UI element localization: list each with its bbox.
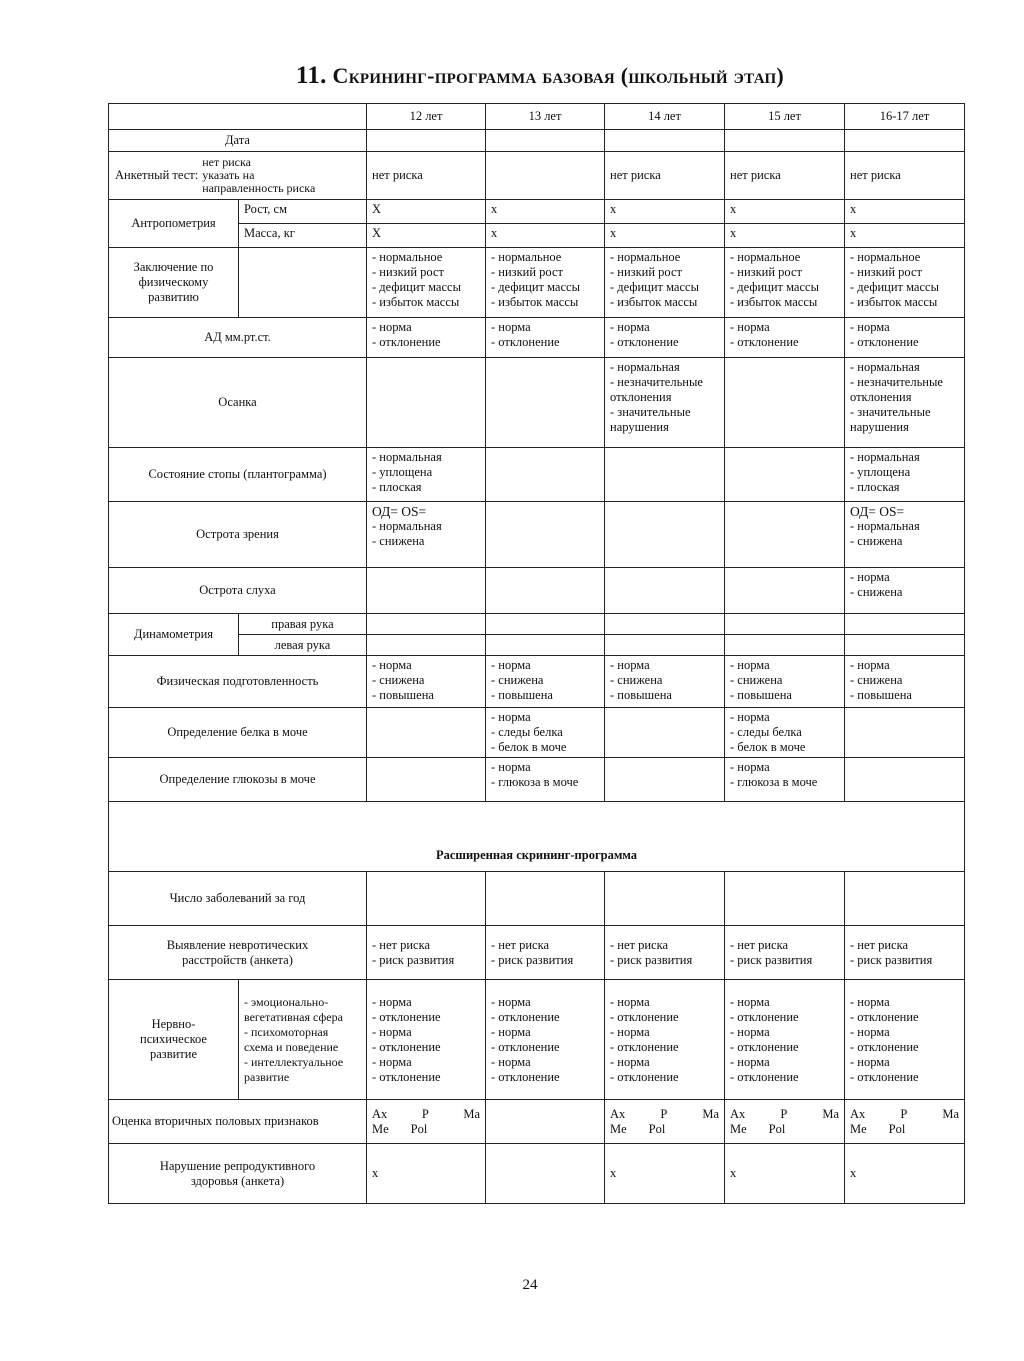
weight-cell: X	[367, 224, 486, 248]
option-text: - следы белка	[730, 725, 802, 739]
option-text: - значительные	[850, 405, 931, 419]
sexual-marker: Pol	[768, 1121, 786, 1136]
option-text: - отклонение	[850, 1039, 919, 1054]
table-row	[109, 318, 965, 358]
table-row	[109, 248, 965, 318]
option-text: - норма	[610, 320, 650, 334]
fitness-cell	[486, 656, 605, 708]
weight-cell: x	[845, 224, 965, 248]
height-cell: x	[605, 200, 725, 224]
option-text: - снижена	[850, 673, 903, 687]
fitness-cell	[605, 656, 725, 708]
weight-cell: x	[725, 224, 845, 248]
option-text: - норма	[372, 320, 412, 334]
neuro-sub-labels: - эмоционально- вегетативная сфера - психомоторная схема и поведение - интеллектуальное развитие	[239, 980, 367, 1100]
sub-label-weight: Масса, кг	[239, 224, 367, 248]
option-text: - норма	[491, 710, 531, 724]
table-row	[109, 1144, 965, 1204]
option-text: нарушения	[610, 420, 669, 434]
option-text: - норма	[730, 320, 770, 334]
neuro-cell	[725, 980, 845, 1100]
title-number: 11.	[295, 62, 327, 89]
option-text: - низкий рост	[372, 265, 445, 279]
sexual-marker: Pol	[888, 1121, 906, 1136]
option-text: - отклонение	[372, 1069, 441, 1084]
sub-label-left-hand: левая рука	[239, 635, 367, 656]
repro-cell: x	[367, 1144, 486, 1204]
neurotic-cell	[486, 926, 605, 980]
sexual-marker: Ax	[850, 1106, 866, 1121]
table-row	[109, 130, 965, 152]
neuro-cell	[367, 980, 486, 1100]
option-text: - низкий рост	[730, 265, 803, 279]
option-text: - плоская	[850, 480, 900, 494]
vision-cell	[845, 502, 965, 568]
option-text: - отклонение	[491, 1069, 560, 1084]
sexual-marker: P	[780, 1106, 788, 1121]
physdev-cell	[486, 248, 605, 318]
option-text: - нормальная	[850, 519, 920, 533]
option-text: - нет риска	[610, 937, 669, 952]
survey-cell: нет риска	[845, 152, 965, 200]
option-text: - плоская	[372, 480, 422, 494]
option-text: - белок в моче	[491, 740, 567, 754]
sexual-marker: Me	[850, 1121, 867, 1136]
fitness-cell	[845, 656, 965, 708]
option-text: - нормальное	[850, 250, 921, 264]
option-text: - незначительные	[610, 375, 703, 389]
sub-label-height: Рост, см	[239, 200, 367, 224]
option-text: - отклонение	[610, 1069, 679, 1084]
vision-header: ОД= OS=	[372, 504, 427, 519]
option-text: - снижена	[850, 534, 903, 548]
option-text: - норма	[850, 1024, 890, 1039]
fitness-cell	[367, 656, 486, 708]
repro-cell: x	[845, 1144, 965, 1204]
physdev-cell	[845, 248, 965, 318]
option-text: - отклонение	[610, 335, 679, 349]
bp-cell	[367, 318, 486, 358]
option-text: - нет риска	[372, 937, 431, 952]
option-text: - норма	[491, 658, 531, 672]
option-text: - норма	[610, 1024, 650, 1039]
age-header: 13 лет	[486, 104, 605, 130]
bp-cell	[605, 318, 725, 358]
row-label-sexual: Оценка вторичных половых признаков	[109, 1100, 367, 1144]
option-text: - дефицит массы	[372, 280, 461, 294]
hearing-cell	[845, 568, 965, 614]
table-row	[109, 200, 965, 224]
neurotic-cell	[725, 926, 845, 980]
option-text: - избыток массы	[850, 295, 938, 309]
sexual-line1	[372, 1107, 480, 1122]
table-row	[109, 448, 965, 502]
foot-cell	[367, 448, 486, 502]
age-header: 16-17 лет	[845, 104, 965, 130]
height-cell: x	[486, 200, 605, 224]
option-text: - нормальная	[372, 450, 442, 464]
weight-cell: x	[486, 224, 605, 248]
sexual-line2	[372, 1122, 480, 1137]
row-label-vision: Острота зрения	[109, 502, 367, 568]
option-text: - норма	[850, 994, 890, 1009]
option-text: - снижена	[372, 673, 425, 687]
height-cell: x	[725, 200, 845, 224]
option-text: - снижена	[491, 673, 544, 687]
option-text: - норма	[730, 1024, 770, 1039]
option-text: - избыток массы	[730, 295, 818, 309]
row-label-anthropometry: Антропометрия	[109, 200, 239, 248]
option-text: - дефицит массы	[730, 280, 819, 294]
option-text: - низкий рост	[850, 265, 923, 279]
option-text: - нет риска	[491, 937, 550, 952]
option-text: - нормальное	[610, 250, 681, 264]
physdev-cell	[605, 248, 725, 318]
option-text: - отклонение	[850, 1009, 919, 1024]
glucose-cell	[725, 758, 845, 802]
sexual-line1	[730, 1107, 839, 1122]
table-header-row	[109, 104, 965, 130]
sexual-line1	[610, 1107, 719, 1122]
option-text: - избыток массы	[610, 295, 698, 309]
sexual-cell	[367, 1100, 486, 1144]
option-text: - нет риска	[850, 937, 909, 952]
option-text: - отклонение	[730, 1009, 799, 1024]
survey-cell: нет риска	[605, 152, 725, 200]
option-text: - значительные	[610, 405, 691, 419]
option-text: - низкий рост	[491, 265, 564, 279]
option-text: - отклонение	[491, 335, 560, 349]
page-title	[0, 62, 1024, 90]
option-text: - снижена	[610, 673, 663, 687]
option-text: - норма	[372, 658, 412, 672]
sexual-marker: P	[660, 1106, 668, 1121]
option-text: - снижена	[730, 673, 783, 687]
option-text: - глюкоза в моче	[491, 775, 579, 789]
option-text: - норма	[372, 1024, 412, 1039]
table-row	[109, 758, 965, 802]
option-text: - нет риска	[730, 937, 789, 952]
sexual-marker: Me	[730, 1121, 747, 1136]
sexual-marker: Ax	[372, 1106, 388, 1121]
age-header: 12 лет	[367, 104, 486, 130]
sexual-marker: Me	[610, 1121, 627, 1136]
option-text: - норма	[730, 760, 770, 774]
option-text: - риск развития	[372, 952, 455, 967]
survey-cell: нет риска	[367, 152, 486, 200]
row-label-illness: Число заболеваний за год	[109, 872, 367, 926]
option-text: - норма	[850, 658, 890, 672]
option-text: - отклонение	[372, 1039, 441, 1054]
option-text: - снижена	[372, 534, 425, 548]
option-text: - дефицит массы	[491, 280, 580, 294]
option-text: - отклонение	[491, 1009, 560, 1024]
option-text: - избыток массы	[372, 295, 460, 309]
option-text: - незначительные	[850, 375, 943, 389]
sexual-marker: Ma	[822, 1106, 839, 1121]
table-row	[109, 152, 965, 200]
option-text: - белок в моче	[730, 740, 806, 754]
sexual-marker: Ma	[702, 1106, 719, 1121]
neurotic-cell	[845, 926, 965, 980]
option-text: - норма	[491, 994, 531, 1009]
height-cell: x	[845, 200, 965, 224]
option-text: - норма	[491, 1054, 531, 1069]
option-text: - следы белка	[491, 725, 563, 739]
option-text: - уплощена	[850, 465, 911, 479]
sexual-marker: Pol	[410, 1121, 428, 1136]
option-text: - риск развития	[850, 952, 933, 967]
fitness-cell	[725, 656, 845, 708]
option-text: - норма	[372, 1054, 412, 1069]
option-text: - норма	[730, 710, 770, 724]
sexual-line2	[850, 1122, 959, 1137]
sexual-line1	[850, 1107, 959, 1122]
foot-cell	[845, 448, 965, 502]
option-text: - низкий рост	[610, 265, 683, 279]
sexual-line2	[730, 1122, 839, 1137]
table-row	[109, 502, 965, 568]
survey-cell	[486, 152, 605, 200]
option-text: - повышена	[730, 688, 792, 702]
option-text: - норма	[730, 994, 770, 1009]
option-text: - отклонение	[850, 1069, 919, 1084]
row-label-neuro: Нервно- психическое развитие	[109, 980, 239, 1100]
option-text: нарушения	[850, 420, 909, 434]
row-label-bp: АД мм.рт.ст.	[109, 318, 367, 358]
option-text: - отклонение	[610, 1039, 679, 1054]
title-text: Скрининг-программа базовая (школьный этап)	[332, 63, 785, 88]
row-label-foot: Состояние стопы (плантограмма)	[109, 448, 367, 502]
option-text: - риск развития	[491, 952, 574, 967]
survey-cell: нет риска	[725, 152, 845, 200]
sexual-cell	[845, 1100, 965, 1144]
option-text: - избыток массы	[491, 295, 579, 309]
age-header: 14 лет	[605, 104, 725, 130]
option-text: - отклонение	[610, 1009, 679, 1024]
option-text: - отклонение	[372, 1009, 441, 1024]
option-text: - повышена	[372, 688, 434, 702]
bp-cell	[845, 318, 965, 358]
table-row	[109, 872, 965, 926]
option-text: - норма	[610, 658, 650, 672]
option-text: - повышена	[491, 688, 553, 702]
protein-cell	[486, 708, 605, 758]
option-text: - отклонение	[730, 335, 799, 349]
option-text: - нормальная	[850, 450, 920, 464]
neurotic-cell	[605, 926, 725, 980]
sexual-marker: Me	[372, 1121, 389, 1136]
option-text: - отклонение	[491, 1039, 560, 1054]
option-text: - нормальное	[372, 250, 443, 264]
table-row	[109, 614, 965, 635]
row-label-dynamometry: Динамометрия	[109, 614, 239, 656]
option-text: отклонения	[610, 390, 672, 404]
row-label-date: Дата	[109, 130, 367, 152]
option-text: - нормальная	[850, 360, 920, 374]
option-text: - норма	[850, 320, 890, 334]
glucose-cell	[486, 758, 605, 802]
sexual-marker: Ma	[942, 1106, 959, 1121]
row-label-fitness: Физическая подготовленность	[109, 656, 367, 708]
option-text: - отклонение	[730, 1039, 799, 1054]
option-text: - норма	[850, 570, 890, 584]
protein-cell	[725, 708, 845, 758]
sub-label-right-hand: правая рука	[239, 614, 367, 635]
table-row	[109, 980, 965, 1100]
option-text: - норма	[610, 994, 650, 1009]
sexual-cell	[725, 1100, 845, 1144]
sexual-marker: Ax	[610, 1106, 626, 1121]
row-label-survey: Анкетный тест: нет риска указать на направленность риска	[109, 152, 367, 200]
table-row	[109, 358, 965, 448]
sexual-marker: P	[421, 1106, 429, 1121]
option-text: - норма	[730, 1054, 770, 1069]
option-text: - норма	[372, 994, 412, 1009]
neuro-cell	[845, 980, 965, 1100]
option-text: - норма	[850, 1054, 890, 1069]
option-text: - отклонение	[730, 1069, 799, 1084]
sexual-marker: P	[900, 1106, 908, 1121]
bp-cell	[725, 318, 845, 358]
screening-table	[108, 103, 965, 1204]
table-row	[109, 802, 965, 872]
sexual-marker: Pol	[648, 1121, 666, 1136]
physdev-cell	[725, 248, 845, 318]
neurotic-cell	[367, 926, 486, 980]
option-text: - снижена	[850, 585, 903, 599]
posture-cell	[605, 358, 725, 448]
sexual-cell	[605, 1100, 725, 1144]
option-text: - повышена	[610, 688, 672, 702]
neuro-cell	[605, 980, 725, 1100]
option-text: отклонения	[850, 390, 912, 404]
option-text: - нормальное	[491, 250, 562, 264]
option-text: - глюкоза в моче	[730, 775, 818, 789]
row-label-physdev: Заключение по физическому развитию	[109, 248, 239, 318]
option-text: - нормальная	[610, 360, 680, 374]
weight-cell: x	[605, 224, 725, 248]
repro-cell: x	[725, 1144, 845, 1204]
page-number: 24	[522, 1277, 538, 1293]
row-label-glucose: Определение глюкозы в моче	[109, 758, 367, 802]
option-text: - отклонение	[372, 335, 441, 349]
row-label-hearing: Острота слуха	[109, 568, 367, 614]
posture-cell	[845, 358, 965, 448]
row-label-protein: Определение белка в моче	[109, 708, 367, 758]
option-text: - дефицит массы	[850, 280, 939, 294]
sexual-marker: Ma	[463, 1106, 480, 1121]
neuro-cell	[486, 980, 605, 1100]
age-header: 15 лет	[725, 104, 845, 130]
physdev-cell	[367, 248, 486, 318]
sexual-line2	[610, 1122, 719, 1137]
option-text: - норма	[491, 1024, 531, 1039]
row-label-posture: Осанка	[109, 358, 367, 448]
table-row	[109, 656, 965, 708]
row-label-neurotic: Выявление невротических расстройств (анкета)	[109, 926, 367, 980]
option-text: - нормальная	[372, 519, 442, 533]
option-text: - норма	[491, 760, 531, 774]
option-text: - риск развития	[730, 952, 813, 967]
option-text: - нормальное	[730, 250, 801, 264]
height-cell: X	[367, 200, 486, 224]
table-row	[109, 926, 965, 980]
row-label-repro: Нарушение репродуктивного здоровья (анкета)	[109, 1144, 367, 1204]
sexual-marker: Ax	[730, 1106, 746, 1121]
option-text: - норма	[730, 658, 770, 672]
option-text: - повышена	[850, 688, 912, 702]
repro-cell: x	[605, 1144, 725, 1204]
bp-cell	[486, 318, 605, 358]
table-row	[109, 708, 965, 758]
option-text: - норма	[610, 1054, 650, 1069]
extended-section-heading: Расширенная скрининг-программа	[109, 802, 965, 872]
table-row	[109, 1100, 965, 1144]
vision-header: ОД= OS=	[850, 504, 905, 519]
table-row	[109, 568, 965, 614]
option-text: - дефицит массы	[610, 280, 699, 294]
option-text: - риск развития	[610, 952, 693, 967]
option-text: - уплощена	[372, 465, 433, 479]
vision-cell	[367, 502, 486, 568]
option-text: - норма	[491, 320, 531, 334]
option-text: - отклонение	[850, 335, 919, 349]
